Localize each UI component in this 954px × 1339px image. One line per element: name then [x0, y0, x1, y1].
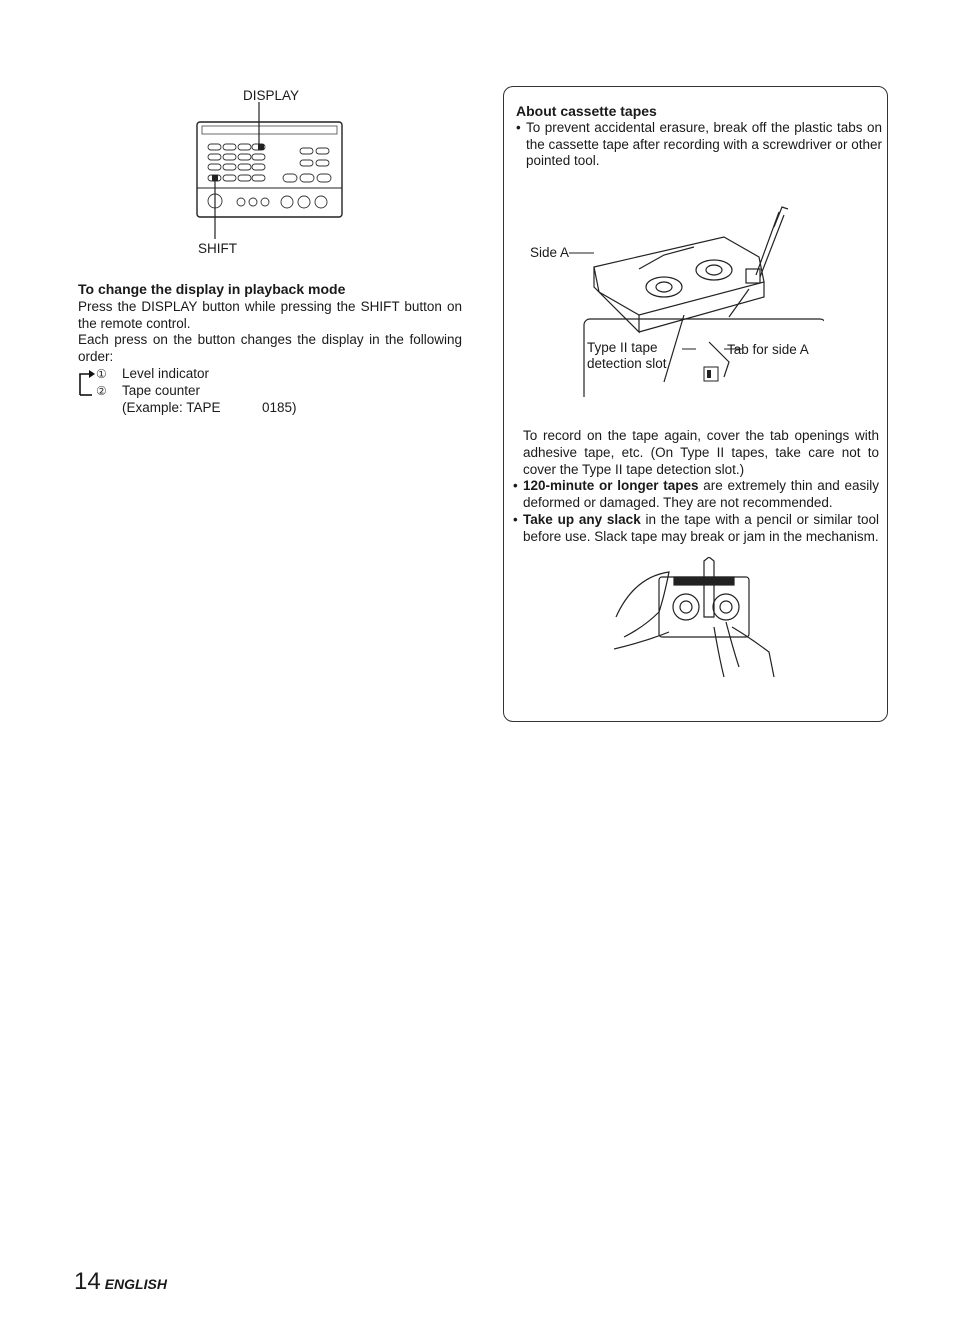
order-marker-2: ②	[96, 383, 107, 398]
paragraph-each-press: Each press on the button changes the display in the following order:	[78, 332, 462, 365]
paragraph-press-display: Press the DISPLAY button while pressing the SHIFT button on the remote control.	[78, 298, 462, 331]
type2-slot-label: Type II tape detection slot	[587, 340, 667, 371]
example-prefix: (Example: TAPE	[122, 399, 221, 415]
bullet-long-tapes-bold: 120-minute or longer tapes	[523, 478, 699, 494]
cassette-drawing	[524, 197, 824, 397]
side-a-label: Side A	[530, 245, 570, 260]
display-order-list	[78, 366, 462, 418]
box-heading: About cassette tapes	[516, 103, 657, 119]
bullet-long-tapes-rest: are extremely thin and easily deformed or damaged. They are not recommended.	[523, 478, 879, 511]
order-item-level-indicator: Level indicator	[122, 365, 210, 381]
cassette-tips-box	[503, 86, 888, 722]
tab-side-a-label: Tab for side A	[727, 342, 809, 357]
page-footer	[74, 1268, 167, 1296]
bullet-long-tapes	[513, 478, 879, 512]
bullet-take-up-slack-rest: in the tape with a pencil or similar tool before use. Slack tape may break or jam in the mechanism.	[523, 511, 879, 544]
pencil-slack-figure	[614, 557, 784, 682]
bullet-take-up-slack	[513, 512, 879, 546]
shift-label: SHIFT	[198, 241, 237, 256]
order-marker-1: ①	[96, 366, 107, 381]
example-value: 0185)	[262, 399, 297, 415]
page-number: 14	[74, 1268, 101, 1295]
paragraph-record-again: To record on the tape again, cover the tab openings with adhesive tape, etc. (On Type II tapes, take care not to cover the Type II tape detection slot.)	[523, 428, 879, 477]
hand-pencil-drawing	[614, 557, 784, 682]
language-label: ENGLISH	[104, 1276, 167, 1292]
bullet-take-up-slack-bold: Take up any slack	[523, 511, 641, 527]
display-label: DISPLAY	[243, 88, 300, 103]
playback-display-section	[78, 281, 462, 418]
section-heading: To change the display in playback mode	[78, 281, 346, 297]
remote-control-drawing	[190, 84, 360, 264]
bullet-prevent-erasure: • To prevent accidental erasure, break off the plastic tabs on the cassette tape after recording with a screwdriver or other pointed tool.	[516, 120, 882, 170]
remote-control-figure	[190, 84, 360, 264]
cassette-tab-figure	[524, 197, 824, 397]
order-item-tape-counter: Tape counter	[122, 382, 201, 398]
cycle-arrow-icon	[78, 369, 98, 399]
